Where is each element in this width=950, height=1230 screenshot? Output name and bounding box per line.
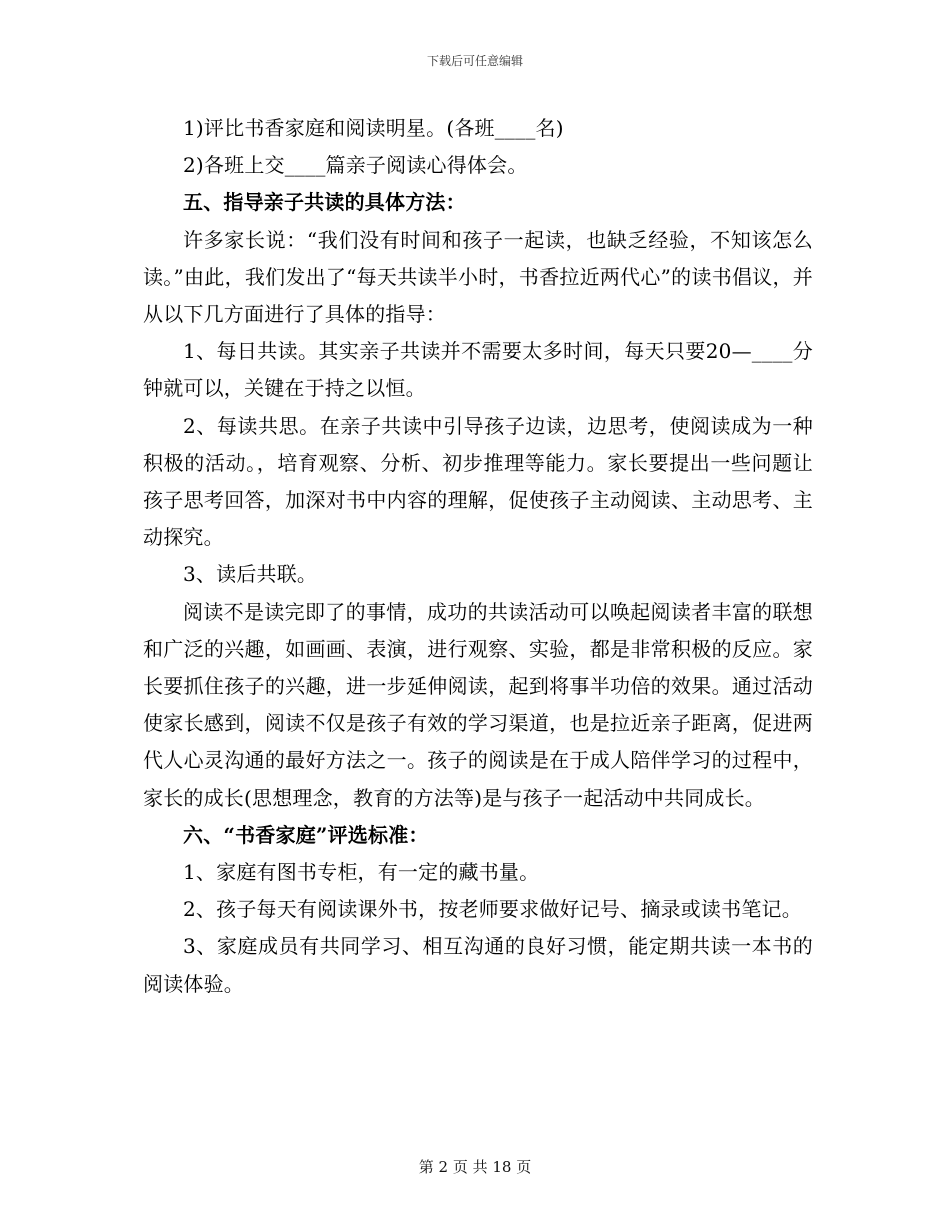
- list-item-award: 1)评比书香家庭和阅读明星。(各班____名): [183, 116, 564, 140]
- section-heading-criteria: 六、“书香家庭”评选标准：: [183, 822, 429, 847]
- paragraph-reading-benefits: 阅读不是读完即了的事情，成功的共读活动可以唤起阅读者丰富的联想和广泛的兴趣，如画画、表演，进行观察、实验，都是非常积极的反应。家长要抓住孩子的兴趣，进一步延伸阅读，起到将事半功倍的效果。通过活动使家长感到，阅读不仅是孩子有效的学习渠道，也是拉近亲子距离，促进两代人心灵沟通的最好方法之一。孩子的阅读是在于成人陪伴学习的过程中，家长的成长(思想理念，教育的方法等)是与孩子一起活动中共同成长。: [143, 599, 813, 810]
- criteria-item-3: 3、家庭成员有共同学习、相互沟通的良好习惯，能定期共读一本书的阅读体验。: [143, 934, 813, 996]
- paragraph-intro: 许多家长说：“我们没有时间和孩子一起读，也缺乏经验，不知该怎么读。”由此，我们发出了“每天共读半小时，书香拉近两代心”的读书倡议，并从以下几方面进行了具体的指导：: [143, 227, 813, 327]
- criteria-item-1: 1、家庭有图书专柜，有一定的藏书量。: [183, 860, 540, 885]
- page-footer: 第 2 页 共 18 页: [418, 1158, 532, 1176]
- list-item-submission: 2)各班上交____篇亲子阅读心得体会。: [183, 153, 528, 178]
- paragraph-reading-thinking: 2、每读共思。在亲子共读中引导孩子边读，边思考，使阅读成为一种积极的活动。，培育观察、分析、初步推理等能力。家长要提出一些问题让孩子思考回答，加深对书中内容的理解，促使孩子主动阅读、主动思考、主动探究。: [143, 413, 813, 550]
- criteria-item-2: 2、孩子每天有阅读课外书，按老师要求做好记号、摘录或读书笔记。: [183, 897, 802, 922]
- page-header: 下载后可任意编辑: [426, 54, 523, 68]
- paragraph-daily-reading: 1、每日共读。其实亲子共读并不需要太多时间，每天只要20—____分钟就可以，关键在于持之以恒。: [143, 339, 813, 401]
- paragraph-post-reading: 3、读后共联。: [183, 562, 318, 587]
- document-body: [143, 110, 813, 1003]
- section-heading-methods: 五、指导亲子共读的具体方法：: [183, 190, 466, 215]
